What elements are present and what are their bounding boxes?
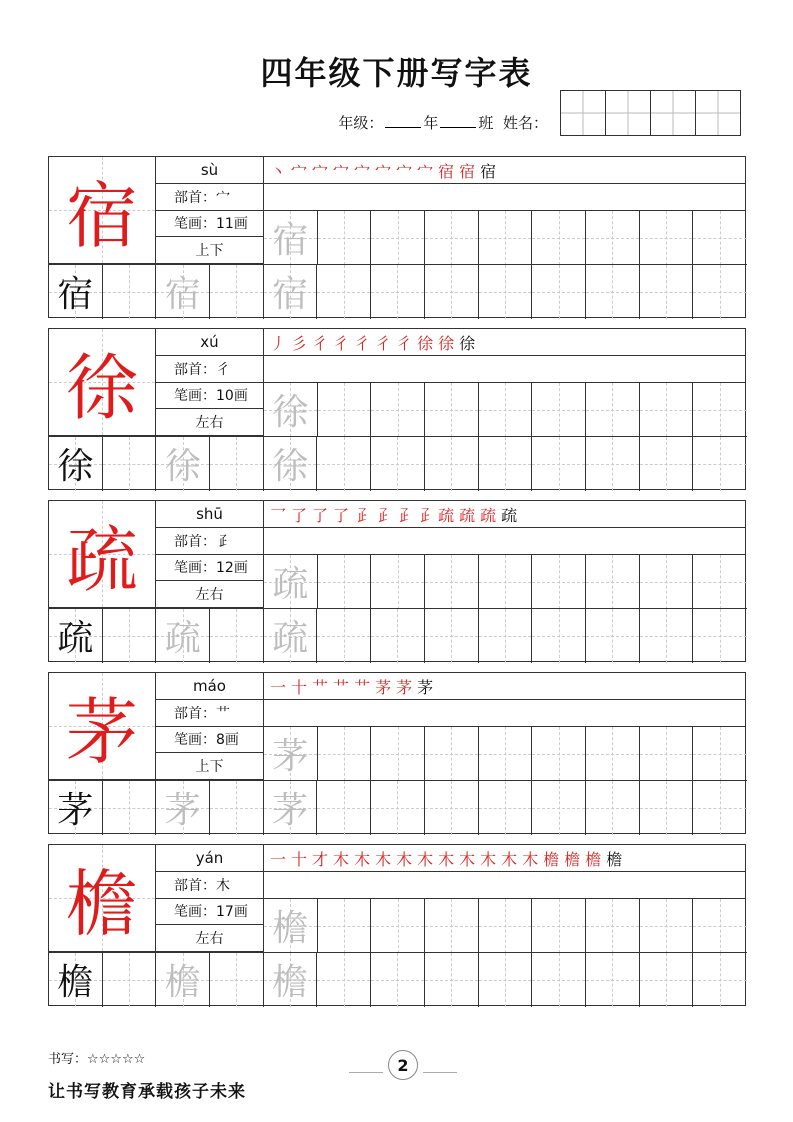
trace-cell[interactable] xyxy=(156,953,210,1007)
practice-cell[interactable] xyxy=(425,383,479,437)
char-block xyxy=(48,500,746,662)
stroke-step: 木 xyxy=(522,849,540,869)
practice-cell[interactable] xyxy=(586,781,640,835)
practice-cell[interactable] xyxy=(317,437,371,491)
trace-char: 徐 xyxy=(272,392,309,434)
practice-row xyxy=(264,899,747,953)
stroke-step: 彳 xyxy=(396,333,414,353)
strokes-row xyxy=(156,727,264,754)
year-label: 年 xyxy=(423,114,439,132)
radical-label: 部首： xyxy=(174,189,216,206)
pinyin: yán xyxy=(156,845,264,872)
practice-cell[interactable] xyxy=(693,555,747,609)
stroke-step: 了 xyxy=(291,505,309,525)
practice-cell[interactable] xyxy=(425,437,479,491)
char-info xyxy=(156,845,264,952)
sample-char: 疏 xyxy=(57,618,94,660)
practice-cell[interactable] xyxy=(640,211,694,265)
char-info xyxy=(156,501,264,608)
char-block xyxy=(48,156,746,318)
strokes-row xyxy=(156,555,264,582)
strokes-label: 笔画： xyxy=(174,732,216,749)
stroke-step: 疏 xyxy=(459,505,477,525)
stroke-step: 𤴔 xyxy=(375,505,393,525)
practice-cell[interactable] xyxy=(586,609,640,663)
radical: 艹 xyxy=(216,705,230,722)
practice-cell[interactable] xyxy=(586,211,640,265)
stroke-step: 檐 xyxy=(543,849,561,869)
practice-cell[interactable] xyxy=(693,609,747,663)
practice-cell[interactable] xyxy=(532,265,586,319)
sample-char: 宿 xyxy=(57,274,94,316)
stroke-step: 檐 xyxy=(606,849,624,869)
radical-row xyxy=(156,184,264,211)
practice-cell[interactable] xyxy=(693,265,747,319)
practice-cell[interactable] xyxy=(371,727,425,781)
trace-cell[interactable] xyxy=(264,437,318,491)
stroke-step: 宀 xyxy=(396,161,414,181)
practice-cell[interactable] xyxy=(693,899,747,953)
practice-cell[interactable] xyxy=(640,609,694,663)
char-info xyxy=(156,157,264,264)
stroke-step: 宀 xyxy=(354,161,372,181)
practice-cell[interactable] xyxy=(371,437,425,491)
stroke-step: 木 xyxy=(375,849,393,869)
model-char: 徐 xyxy=(65,346,138,430)
trace-char: 宿 xyxy=(272,220,309,262)
class-blank[interactable] xyxy=(440,127,476,128)
model-char-cell xyxy=(49,501,156,608)
name-box[interactable] xyxy=(560,90,606,136)
stroke-step: 彳 xyxy=(333,333,351,353)
stroke-step: 艹 xyxy=(333,677,351,697)
trace-char: 茅 xyxy=(164,790,201,832)
structure: 上下 xyxy=(156,753,264,780)
strokes: 12画 xyxy=(216,560,248,577)
practice-cell[interactable] xyxy=(425,899,479,953)
trace-cell[interactable] xyxy=(264,555,318,609)
practice-cell[interactable] xyxy=(210,609,264,663)
radical: 宀 xyxy=(216,189,230,206)
practice-cell[interactable] xyxy=(103,609,157,663)
student-info xyxy=(338,112,548,133)
pinyin: xú xyxy=(156,329,264,356)
trace-cell[interactable] xyxy=(264,265,318,319)
practice-cell[interactable] xyxy=(371,899,425,953)
page-number: 2 xyxy=(388,1050,418,1080)
name-grid[interactable] xyxy=(561,90,741,136)
radical-label: 部首： xyxy=(174,877,216,894)
trace-char: 疏 xyxy=(272,564,309,606)
practice-row xyxy=(49,952,747,1007)
strokes: 10画 xyxy=(216,388,248,405)
char-block xyxy=(48,844,746,1006)
stroke-step: 木 xyxy=(459,849,477,869)
slogan: 让书写教育承载孩子未来 xyxy=(48,1082,246,1102)
practice-cell[interactable] xyxy=(425,953,479,1007)
practice-cell[interactable] xyxy=(586,727,640,781)
practice-cell[interactable] xyxy=(640,727,694,781)
strokes-label: 笔画： xyxy=(174,388,216,405)
trace-cell[interactable] xyxy=(156,781,210,835)
stroke-step: 疏 xyxy=(438,505,456,525)
practice-cell[interactable] xyxy=(532,609,586,663)
rating: 书写：☆☆☆☆☆ xyxy=(48,1052,146,1067)
practice-cell[interactable] xyxy=(693,953,747,1007)
strokes-row xyxy=(156,899,264,926)
stroke-step: 宿 xyxy=(438,161,456,181)
practice-cell[interactable] xyxy=(640,899,694,953)
practice-cell[interactable] xyxy=(425,727,479,781)
practice-row xyxy=(49,608,747,663)
stroke-order xyxy=(264,501,745,528)
stroke-step: 宀 xyxy=(333,161,351,181)
stroke-step: 徐 xyxy=(417,333,435,353)
trace-char: 疏 xyxy=(272,618,309,660)
char-block xyxy=(48,672,746,834)
practice-cell[interactable] xyxy=(693,383,747,437)
trace-char: 茅 xyxy=(272,790,309,832)
practice-cell[interactable] xyxy=(371,609,425,663)
practice-cell[interactable] xyxy=(425,555,479,609)
stroke-step: 彳 xyxy=(354,333,372,353)
practice-cell[interactable] xyxy=(532,781,586,835)
stroke-step: 乛 xyxy=(270,505,288,525)
stroke-step: 十 xyxy=(291,677,309,697)
practice-cell[interactable] xyxy=(640,555,694,609)
name-box[interactable] xyxy=(695,90,741,136)
strokes: 11画 xyxy=(216,216,248,233)
radical-row xyxy=(156,356,264,383)
blank-row xyxy=(264,528,745,555)
stroke-step: 木 xyxy=(438,849,456,869)
trace-cell[interactable] xyxy=(264,953,318,1007)
radical: 𤴔 xyxy=(216,533,230,550)
practice-cell[interactable] xyxy=(479,781,533,835)
page-title: 四年级下册写字表 xyxy=(260,54,533,92)
structure: 上下 xyxy=(156,237,264,264)
char-block xyxy=(48,328,746,490)
blank-row xyxy=(264,356,745,383)
practice-cell[interactable] xyxy=(210,437,264,491)
sample-cell[interactable] xyxy=(49,953,103,1007)
sample-cell[interactable] xyxy=(49,609,103,663)
trace-cell[interactable] xyxy=(156,437,210,491)
practice-cell[interactable] xyxy=(371,383,425,437)
practice-cell[interactable] xyxy=(318,899,372,953)
grade-blank[interactable] xyxy=(385,127,421,128)
practice-cell[interactable] xyxy=(640,437,694,491)
practice-cell[interactable] xyxy=(103,437,157,491)
practice-cell[interactable] xyxy=(318,383,372,437)
stroke-step: 木 xyxy=(501,849,519,869)
practice-cell[interactable] xyxy=(210,265,264,319)
trace-cell[interactable] xyxy=(156,609,210,663)
stroke-order xyxy=(264,329,745,356)
practice-cell[interactable] xyxy=(693,727,747,781)
trace-char: 檐 xyxy=(164,962,201,1004)
practice-cell[interactable] xyxy=(586,265,640,319)
practice-cell[interactable] xyxy=(210,781,264,835)
practice-cell[interactable] xyxy=(479,609,533,663)
model-char: 茅 xyxy=(65,690,138,774)
practice-cell[interactable] xyxy=(317,953,371,1007)
practice-cell[interactable] xyxy=(371,781,425,835)
trace-char: 疏 xyxy=(164,618,201,660)
practice-row xyxy=(264,211,747,265)
trace-cell[interactable] xyxy=(264,211,318,265)
trace-char: 茅 xyxy=(272,736,309,778)
stroke-step: 𤴔 xyxy=(396,505,414,525)
practice-cell[interactable] xyxy=(425,781,479,835)
stroke-order xyxy=(264,157,745,184)
pinyin: shū xyxy=(156,501,264,528)
practice-cell[interactable] xyxy=(532,211,586,265)
blank-row xyxy=(264,184,745,211)
radical: 木 xyxy=(216,877,230,894)
trace-cell[interactable] xyxy=(264,899,318,953)
practice-cell[interactable] xyxy=(318,555,372,609)
practice-row xyxy=(49,264,747,319)
practice-cell[interactable] xyxy=(103,781,157,835)
trace-cell[interactable] xyxy=(264,609,318,663)
stroke-step: 了 xyxy=(312,505,330,525)
practice-row xyxy=(264,555,747,609)
stroke-step: 彳 xyxy=(312,333,330,353)
stroke-step: 宿 xyxy=(459,161,477,181)
stroke-step: 丿 xyxy=(270,333,288,353)
stroke-step: 茅 xyxy=(375,677,393,697)
stroke-step: 木 xyxy=(333,849,351,869)
stroke-step: 檐 xyxy=(585,849,603,869)
pinyin: máo xyxy=(156,673,264,700)
practice-row xyxy=(49,780,747,835)
sample-char: 徐 xyxy=(57,446,94,488)
practice-cell[interactable] xyxy=(479,383,533,437)
stroke-step: 了 xyxy=(333,505,351,525)
practice-cell[interactable] xyxy=(479,953,533,1007)
sample-char: 茅 xyxy=(57,790,94,832)
trace-cell[interactable] xyxy=(264,781,318,835)
practice-cell[interactable] xyxy=(586,383,640,437)
practice-cell[interactable] xyxy=(479,555,533,609)
structure: 左右 xyxy=(156,925,264,952)
practice-cell[interactable] xyxy=(586,437,640,491)
strokes-label: 笔画： xyxy=(174,560,216,577)
stroke-step: 一 xyxy=(270,849,288,869)
stroke-step: 宀 xyxy=(291,161,309,181)
practice-cell[interactable] xyxy=(640,265,694,319)
model-char-cell xyxy=(49,845,156,952)
practice-cell[interactable] xyxy=(532,437,586,491)
stroke-step: 彡 xyxy=(291,333,309,353)
stroke-step: 𤴔 xyxy=(354,505,372,525)
radical-row xyxy=(156,872,264,899)
strokes-row xyxy=(156,383,264,410)
name-box[interactable] xyxy=(650,90,696,136)
practice-cell[interactable] xyxy=(479,727,533,781)
stroke-step: 檐 xyxy=(564,849,582,869)
stroke-step: 宀 xyxy=(312,161,330,181)
trace-cell[interactable] xyxy=(156,265,210,319)
practice-cell[interactable] xyxy=(318,727,372,781)
practice-cell[interactable] xyxy=(693,211,747,265)
stroke-step: 木 xyxy=(417,849,435,869)
practice-cell[interactable] xyxy=(693,437,747,491)
stroke-step: 宀 xyxy=(417,161,435,181)
name-box[interactable] xyxy=(605,90,651,136)
strokes: 8画 xyxy=(216,732,239,749)
model-char: 檐 xyxy=(65,862,138,946)
practice-cell[interactable] xyxy=(532,953,586,1007)
stroke-step: 疏 xyxy=(501,505,519,525)
practice-cell[interactable] xyxy=(479,899,533,953)
practice-cell[interactable] xyxy=(479,437,533,491)
stroke-step: 疏 xyxy=(480,505,498,525)
trace-char: 宿 xyxy=(272,274,309,316)
practice-cell[interactable] xyxy=(640,953,694,1007)
structure: 左右 xyxy=(156,581,264,608)
practice-row xyxy=(264,727,747,781)
stroke-order xyxy=(264,845,745,872)
sample-char: 檐 xyxy=(57,962,94,1004)
model-char-cell xyxy=(49,157,156,264)
strokes-label: 笔画： xyxy=(174,904,216,921)
practice-cell[interactable] xyxy=(371,555,425,609)
practice-row xyxy=(264,383,747,437)
practice-cell[interactable] xyxy=(371,265,425,319)
radical-label: 部首： xyxy=(174,533,216,550)
practice-cell[interactable] xyxy=(532,383,586,437)
radical: 彳 xyxy=(216,361,230,378)
model-char: 疏 xyxy=(65,518,138,602)
practice-cell[interactable] xyxy=(317,265,371,319)
stroke-step: 艹 xyxy=(354,677,372,697)
blank-row xyxy=(264,700,745,727)
stroke-step: 一 xyxy=(270,677,288,697)
stroke-step: 宀 xyxy=(375,161,393,181)
practice-cell[interactable] xyxy=(103,265,157,319)
model-char-cell xyxy=(49,329,156,436)
strokes-row xyxy=(156,211,264,238)
practice-cell[interactable] xyxy=(210,953,264,1007)
name-label: 姓名： xyxy=(502,114,548,132)
practice-cell[interactable] xyxy=(371,211,425,265)
practice-cell[interactable] xyxy=(586,953,640,1007)
stroke-step: 丶 xyxy=(270,161,288,181)
radical-label: 部首： xyxy=(174,361,216,378)
trace-char: 徐 xyxy=(164,446,201,488)
stroke-step: 茅 xyxy=(396,677,414,697)
radical-label: 部首： xyxy=(174,705,216,722)
structure: 左右 xyxy=(156,409,264,436)
blank-row xyxy=(264,872,745,899)
trace-char: 檐 xyxy=(272,908,309,950)
practice-cell[interactable] xyxy=(371,953,425,1007)
stroke-step: 宿 xyxy=(480,161,498,181)
trace-cell[interactable] xyxy=(264,383,318,437)
stroke-step: 十 xyxy=(291,849,309,869)
practice-cell[interactable] xyxy=(479,211,533,265)
class-label: 班 xyxy=(478,114,494,132)
trace-cell[interactable] xyxy=(264,727,318,781)
stroke-step: 木 xyxy=(396,849,414,869)
strokes-label: 笔画： xyxy=(174,216,216,233)
stroke-step: 木 xyxy=(480,849,498,869)
practice-cell[interactable] xyxy=(318,211,372,265)
radical-row xyxy=(156,700,264,727)
grade-label: 年级： xyxy=(338,114,384,132)
sample-cell[interactable] xyxy=(49,437,103,491)
practice-cell[interactable] xyxy=(532,899,586,953)
stroke-step: 徐 xyxy=(438,333,456,353)
practice-cell[interactable] xyxy=(586,899,640,953)
radical-row xyxy=(156,528,264,555)
sample-cell[interactable] xyxy=(49,265,103,319)
stroke-step: 彳 xyxy=(375,333,393,353)
trace-char: 檐 xyxy=(272,962,309,1004)
stroke-step: 木 xyxy=(354,849,372,869)
practice-cell[interactable] xyxy=(317,609,371,663)
practice-cell[interactable] xyxy=(640,781,694,835)
practice-cell[interactable] xyxy=(532,727,586,781)
sample-cell[interactable] xyxy=(49,781,103,835)
stroke-order xyxy=(264,673,745,700)
model-char-cell xyxy=(49,673,156,780)
strokes: 17画 xyxy=(216,904,248,921)
stroke-step: 茅 xyxy=(417,677,435,697)
pinyin: sù xyxy=(156,157,264,184)
trace-char: 宿 xyxy=(164,274,201,316)
practice-cell[interactable] xyxy=(479,265,533,319)
practice-cell[interactable] xyxy=(693,781,747,835)
char-info xyxy=(156,673,264,780)
trace-char: 徐 xyxy=(272,446,309,488)
practice-cell[interactable] xyxy=(640,383,694,437)
practice-cell[interactable] xyxy=(425,609,479,663)
stroke-step: 才 xyxy=(312,849,330,869)
practice-cell[interactable] xyxy=(425,211,479,265)
practice-row xyxy=(49,436,747,491)
practice-cell[interactable] xyxy=(532,555,586,609)
model-char: 宿 xyxy=(65,174,138,258)
practice-cell[interactable] xyxy=(425,265,479,319)
stroke-step: 艹 xyxy=(312,677,330,697)
stroke-step: 徐 xyxy=(459,333,477,353)
practice-cell[interactable] xyxy=(586,555,640,609)
char-info xyxy=(156,329,264,436)
practice-cell[interactable] xyxy=(317,781,371,835)
stroke-step: 𤴔 xyxy=(417,505,435,525)
practice-cell[interactable] xyxy=(103,953,157,1007)
